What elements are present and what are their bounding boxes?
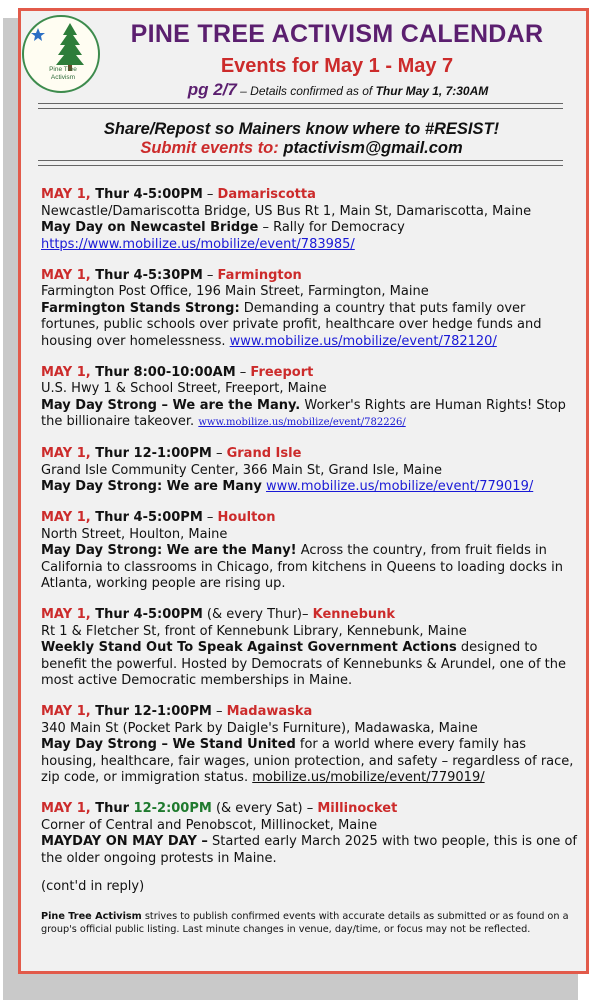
event-houlton	[41, 510, 581, 593]
event-damariscotta	[41, 187, 581, 253]
event-link[interactable]: www.mobilize.us/mobilize/event/782226/	[198, 417, 406, 428]
event-madawaska	[41, 704, 581, 787]
event-location: North Street, Houlton, Maine	[41, 526, 228, 542]
event-town: Millinocket	[317, 801, 398, 816]
event-location: U.S. Hwy 1 & School Street, Freeport, Maine	[41, 381, 327, 396]
event-description: May Day Strong – We are the Many. Worker's Rights are Human Rights! Stop the billionaire takeover. www.mobilize.us/mobilize/event/782226/	[41, 397, 566, 429]
event-town: Farmington	[217, 267, 302, 283]
event-date: MAY 1,	[41, 187, 91, 202]
event-town: Damariscotta	[217, 187, 316, 202]
event-description: Weekly Stand Out To Speak Against Government Actions designed to benefit the powerful. Hosted by Democrats of Kennebunks & Arundel, one of the most active Democratic memberships in Maine.	[41, 640, 567, 688]
submit-line	[20, 139, 583, 158]
divider-bottom	[38, 160, 563, 166]
page-subtitle: Events for May 1 - May 7	[220, 55, 454, 77]
event-name: May Day Strong – We are the Many.	[41, 397, 301, 413]
event-heading: MAY 1, Thur 12-2:00PM (& every Sat) – Millinocket	[41, 801, 398, 816]
event-town: Kennebunk	[312, 607, 396, 622]
footer-text: strives to publish confirmed events with accurate details as submitted or as found on a group's official public listing. Last minute changes in venue, day/time, or focus may not be reflected.	[41, 911, 569, 935]
event-freeport	[41, 365, 581, 432]
event-location: Newcastle/Damariscotta Bridge, US Bus Rt 1, Main St, Damariscotta, Maine	[41, 203, 532, 219]
event-location: 340 Main St (Pocket Park by Daigle's Furniture), Madawaska, Maine	[41, 720, 478, 736]
pine-tree-logo	[22, 15, 100, 93]
event-location: Grand Isle Community Center, 366 Main St, Grand Isle, Maine	[41, 462, 442, 478]
event-date: MAY 1,	[41, 801, 91, 816]
event-date: MAY 1,	[41, 607, 91, 622]
event-description: May Day Strong – We Stand United for a world where every family has housing, healthcare, fair wages, union protection, and safety – regardless of race, zip code, or immigration status. mobilize.us/mobilize/event/779019/	[41, 737, 574, 785]
event-heading: MAY 1, Thur 4-5:00PM (& every Thur)– Kennebunk	[41, 607, 396, 622]
event-grand-isle	[41, 446, 581, 496]
event-town: Grand Isle	[226, 446, 302, 461]
event-name: Weekly Stand Out To Speak Against Government Actions	[41, 640, 457, 655]
event-name: May Day Strong: We are Many	[41, 479, 262, 494]
event-location: Rt 1 & Fletcher St, front of Kennebunk Library, Kennebunk, Maine	[41, 623, 467, 639]
event-heading: MAY 1, Thur 12-1:00PM – Grand Isle	[41, 446, 302, 461]
event-millinocket	[41, 801, 581, 867]
event-kennebunk	[41, 607, 581, 690]
event-time: Thur 4-5:00PM	[90, 607, 203, 622]
event-name: May Day Strong: We are the Many!	[41, 543, 297, 558]
confirmed-prefix: – Details confirmed as of	[236, 84, 376, 98]
footer-disclaimer	[41, 911, 576, 936]
event-location: Farmington Post Office, 196 Main Street, Farmington, Maine	[41, 284, 429, 299]
event-heading: MAY 1, Thur 4-5:30PM – Farmington	[41, 267, 302, 283]
event-heading: MAY 1, Thur 4-5:00PM – Damariscotta	[41, 187, 316, 202]
footer-org: Pine Tree Activism	[41, 911, 142, 922]
event-name: Farmington Stands Strong:	[41, 300, 240, 316]
page-number: pg 2/7	[187, 80, 237, 99]
event-description: MAYDAY ON MAY DAY – Started early March 2025 with two people, this is one of the older ongoing protests in Maine.	[41, 834, 577, 866]
event-time: Thur 8:00-10:00AM	[90, 364, 236, 380]
event-time: Thur 4-5:30PM	[90, 267, 203, 283]
event-heading: MAY 1, Thur 12-1:00PM – Madawaska	[41, 704, 313, 719]
event-description: May Day on Newcastel Bridge – Rally for Democracy	[41, 220, 405, 235]
page-info	[118, 80, 558, 100]
divider-top	[38, 103, 563, 109]
event-date: MAY 1,	[41, 364, 91, 380]
event-list	[41, 187, 581, 882]
share-line: Share/Repost so Mainers know where to #RESIST!	[103, 120, 500, 138]
continued-note: (cont'd in reply)	[41, 879, 145, 894]
event-location: Corner of Central and Penobscot, Millinocket, Maine	[41, 817, 378, 833]
event-description	[41, 479, 581, 496]
event-time-green: 12-2:00PM	[133, 801, 212, 816]
event-time: Thur	[90, 801, 134, 816]
event-link[interactable]: mobilize.us/mobilize/event/779019/	[252, 770, 485, 785]
event-date: MAY 1,	[41, 704, 91, 719]
event-link[interactable]: www.mobilize.us/mobilize/event/779019/	[266, 479, 534, 494]
event-recurrence: (& every Sat)	[211, 801, 303, 816]
event-time: Thur 4-5:00PM	[90, 187, 203, 202]
event-time: Thur 4-5:00PM	[90, 510, 203, 525]
event-date: MAY 1,	[41, 446, 91, 461]
page-title: PINE TREE ACTIVISM CALENDAR	[130, 20, 544, 48]
submit-label: Submit events to:	[140, 139, 279, 157]
submit-email[interactable]: ptactivism@gmail.com	[283, 139, 463, 157]
event-heading: MAY 1, Thur 8:00-10:00AM – Freeport	[41, 364, 314, 380]
event-farmington	[41, 268, 581, 351]
event-name: MAYDAY ON MAY DAY –	[41, 834, 208, 849]
event-town: Houlton	[217, 510, 276, 525]
event-name: May Day on Newcastel Bridge	[41, 220, 259, 235]
event-description: Farmington Stands Strong: Demanding a country that puts family over fortunes, public schools over private profit, healthcare over hedge funds and housing over homelessness. www.mobilize.us/mobilize/event/782120/	[41, 300, 542, 349]
event-time: Thur 12-1:00PM	[90, 704, 212, 719]
event-town: Freeport	[250, 364, 314, 380]
event-description: May Day Strong: We are the Many! Across the country, from fruit fields in California to classrooms in Chicago, from kitchens in Queens to loading docks in Atlanta, working people are rising up.	[41, 543, 563, 591]
confirmed-time: Thur May 1, 7:30AM	[375, 84, 489, 98]
event-time: Thur 12-1:00PM	[90, 446, 212, 461]
event-date: MAY 1,	[41, 267, 91, 283]
logo-caption: Pine Tree Activism	[49, 66, 77, 81]
event-heading: MAY 1, Thur 4-5:00PM – Houlton	[41, 510, 276, 525]
event-date: MAY 1,	[41, 510, 91, 525]
event-recurrence: (& every Thur)	[202, 607, 302, 622]
event-link[interactable]: https://www.mobilize.us/mobilize/event/783985/	[41, 236, 355, 252]
event-town: Madawaska	[226, 704, 313, 719]
event-link[interactable]: www.mobilize.us/mobilize/event/782120/	[229, 333, 497, 349]
event-name: May Day Strong – We Stand United	[41, 737, 296, 752]
